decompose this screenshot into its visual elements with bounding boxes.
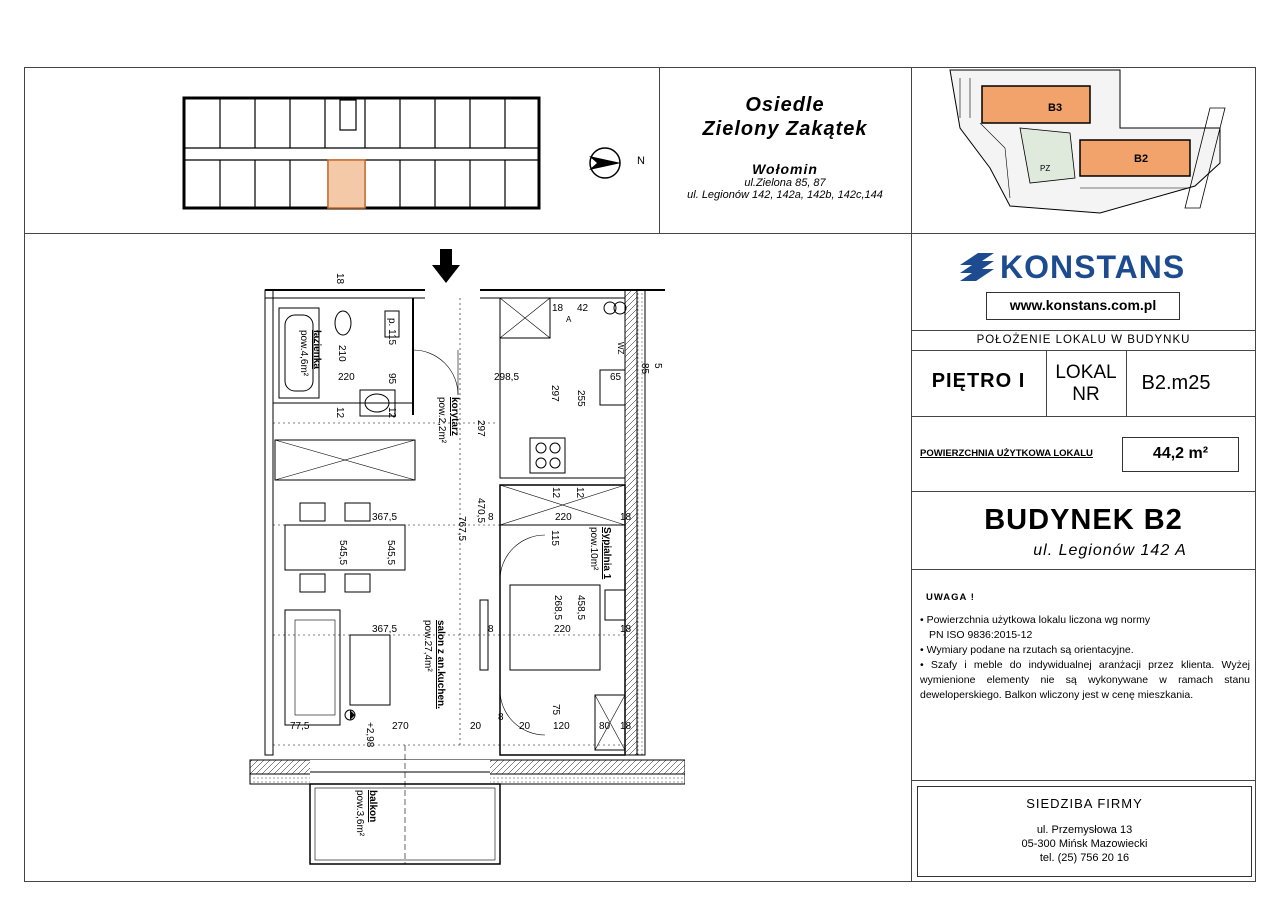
dim-545-5-a: 545,5 <box>337 540 348 566</box>
dim-298-5: 298,5 <box>494 372 520 383</box>
unit-number: B2.m25 <box>1141 372 1211 394</box>
living-name: salon z an.kuchen. <box>435 620 446 709</box>
dim-80: 80 <box>599 721 611 732</box>
area-value: 44,2 m² <box>1152 445 1209 462</box>
dim-18-b3: 18 <box>620 721 632 732</box>
note-text-1: Powierzchnia użytkowa lokalu liczona wg normy <box>926 614 1151 626</box>
lokal-nr-label: NR <box>1072 384 1100 405</box>
dim-8-b: 8 <box>488 624 494 635</box>
balcony-name: balkon <box>367 790 378 823</box>
dim-12-d: 12 <box>574 487 585 499</box>
dim-268-5: 268,5 <box>552 595 563 621</box>
bathroom-name: łazienka <box>311 330 322 369</box>
dim-12-a: 12 <box>334 407 345 419</box>
estate-name-line1: Osiedle <box>745 94 825 116</box>
notes-heading: UWAGA ! <box>926 592 975 603</box>
dim-20-b: 20 <box>519 721 531 732</box>
dim-115-bath: p. 115 <box>386 318 397 346</box>
corridor-name: korytarz <box>449 397 460 436</box>
note-item-3: • Wymiary podane na rzutach są orientacyjne. <box>920 644 1134 656</box>
position-heading: POŁOŻENIE LOKALU W BUDYNKU <box>976 334 1191 346</box>
sidebar-divider <box>911 67 912 882</box>
floor-key-plan <box>180 90 550 215</box>
dim-367-5-b: 367,5 <box>372 624 398 635</box>
site-parking-label: PZ <box>1040 164 1051 173</box>
site-plan <box>920 68 1255 233</box>
dim-220-b1: 220 <box>555 512 572 523</box>
balcony-area: pow.3,6m² <box>354 790 365 837</box>
dim-255: 255 <box>575 390 586 407</box>
dim-42: 42 <box>577 303 589 314</box>
dim-458-5: 458,5 <box>575 595 586 621</box>
bedroom-name: Sypialnia 1 <box>601 527 612 580</box>
dim-20-a: 20 <box>470 721 482 732</box>
dim-115-bed: 115 <box>549 530 560 546</box>
address-line1: ul.Zielona 85, 87 <box>744 177 826 189</box>
level-mark: +2,98 <box>364 722 375 748</box>
hq-city: 05-300 Mińsk Mazowiecki <box>1021 838 1148 850</box>
sidebar-divider-5 <box>911 569 1256 570</box>
hq-heading: SIEDZIBA FIRMY <box>1026 796 1143 811</box>
note-item-1: • Powierzchnia użytkowa lokalu liczona wg normy <box>920 614 1151 626</box>
bathroom-area: pow.4,6m² <box>298 330 309 377</box>
dim-18-b2: 18 <box>620 624 632 635</box>
lokal-label: LOKAL <box>1055 362 1117 383</box>
dim-12-b: 12 <box>386 407 397 419</box>
header-divider <box>24 233 1256 234</box>
compass-icon <box>585 143 645 183</box>
area-label: POWIERZCHNIA UŻYTKOWA LOKALU <box>920 448 1093 459</box>
wz-label: WZ <box>616 342 625 355</box>
bedroom-area: pow.10m² <box>588 527 599 571</box>
sidebar-divider-3 <box>911 416 1256 417</box>
note-item-4: • Szafy i meble do indywidualnej aranżacji przez klienta. Wyżej wymienione elementy nie są wykonywane w ramach stanu deweloperskiego. Balkon wliczony jest w cenę mieszkania. <box>920 659 1250 701</box>
dim-18-k: 18 <box>552 303 564 314</box>
dim-18-b1: 18 <box>620 512 632 523</box>
sidebar-divider-2 <box>911 350 1256 351</box>
dim-120: 120 <box>553 721 570 732</box>
city-label: Wołomin <box>752 161 818 177</box>
floor-label: PIĘTRO I <box>931 370 1026 392</box>
dim-297-a: 297 <box>475 420 486 437</box>
sidebar-divider-1 <box>911 330 1256 331</box>
dim-18-top: 18 <box>334 273 345 285</box>
website-link[interactable]: www.konstans.com.pl <box>1009 297 1157 313</box>
note-text-4: Szafy i meble do indywidualnej aranżacji przez klienta. Wyżej wymienione elementy nie są wykonywane w ramach stanu deweloperskiego. Balkon wliczony jest w cenę mieszkania. <box>920 659 1250 701</box>
note-text-2: PN ISO 9836:2015-12 <box>929 629 1033 641</box>
dim-220-bath: 220 <box>338 372 355 383</box>
hq-phone: tel. (25) 756 20 16 <box>1039 852 1130 864</box>
mark-a: A <box>566 315 572 324</box>
dim-270: 270 <box>392 721 409 732</box>
header-divider-v1 <box>659 67 660 233</box>
building-street: ul. Legionów 142 A <box>1033 542 1187 559</box>
dim-8-c: 8 <box>498 712 504 723</box>
dim-767-5: 767,5 <box>456 516 467 542</box>
konstans-logo-icon <box>960 253 994 285</box>
dim-12-c: 12 <box>550 487 561 499</box>
dim-5: 5 <box>652 363 663 369</box>
compass-north-label: N <box>637 155 645 167</box>
dim-75: 75 <box>550 704 561 716</box>
company-logo-text: KONSTANS <box>1000 249 1186 285</box>
dim-210: 210 <box>336 345 347 362</box>
corridor-area: pow.2,2m² <box>436 397 447 444</box>
dim-470-5: 470,5 <box>475 498 486 524</box>
sidebar-divider-4 <box>911 491 1256 492</box>
dim-220-b2: 220 <box>554 624 571 635</box>
dim-95: 95 <box>386 373 397 385</box>
note-text-3: Wymiary podane na rzutach są orientacyjne. <box>926 644 1134 656</box>
dim-65: 65 <box>610 372 622 383</box>
address-line2: ul. Legionów 142, 142a, 142b, 142c,144 <box>687 189 883 201</box>
site-b3-label: B3 <box>1048 102 1063 114</box>
estate-name-line2: Zielony Zakątek <box>702 118 868 140</box>
dim-297-b: 297 <box>549 385 560 402</box>
sidebar-divider-6 <box>911 780 1256 781</box>
dim-8-a: 8 <box>488 512 494 523</box>
dim-77-5: 77,5 <box>290 721 310 732</box>
dim-367-5-a: 367,5 <box>372 512 398 523</box>
dim-85: 85 <box>639 363 650 375</box>
hq-street: ul. Przemysłowa 13 <box>1036 824 1133 836</box>
site-b2-label: B2 <box>1134 153 1149 165</box>
dim-545-5-b: 545,5 <box>385 540 396 566</box>
building-title: BUDYNEK B2 <box>984 504 1183 536</box>
living-area: pow.27,4m² <box>422 620 433 672</box>
notes-list <box>920 613 1250 703</box>
